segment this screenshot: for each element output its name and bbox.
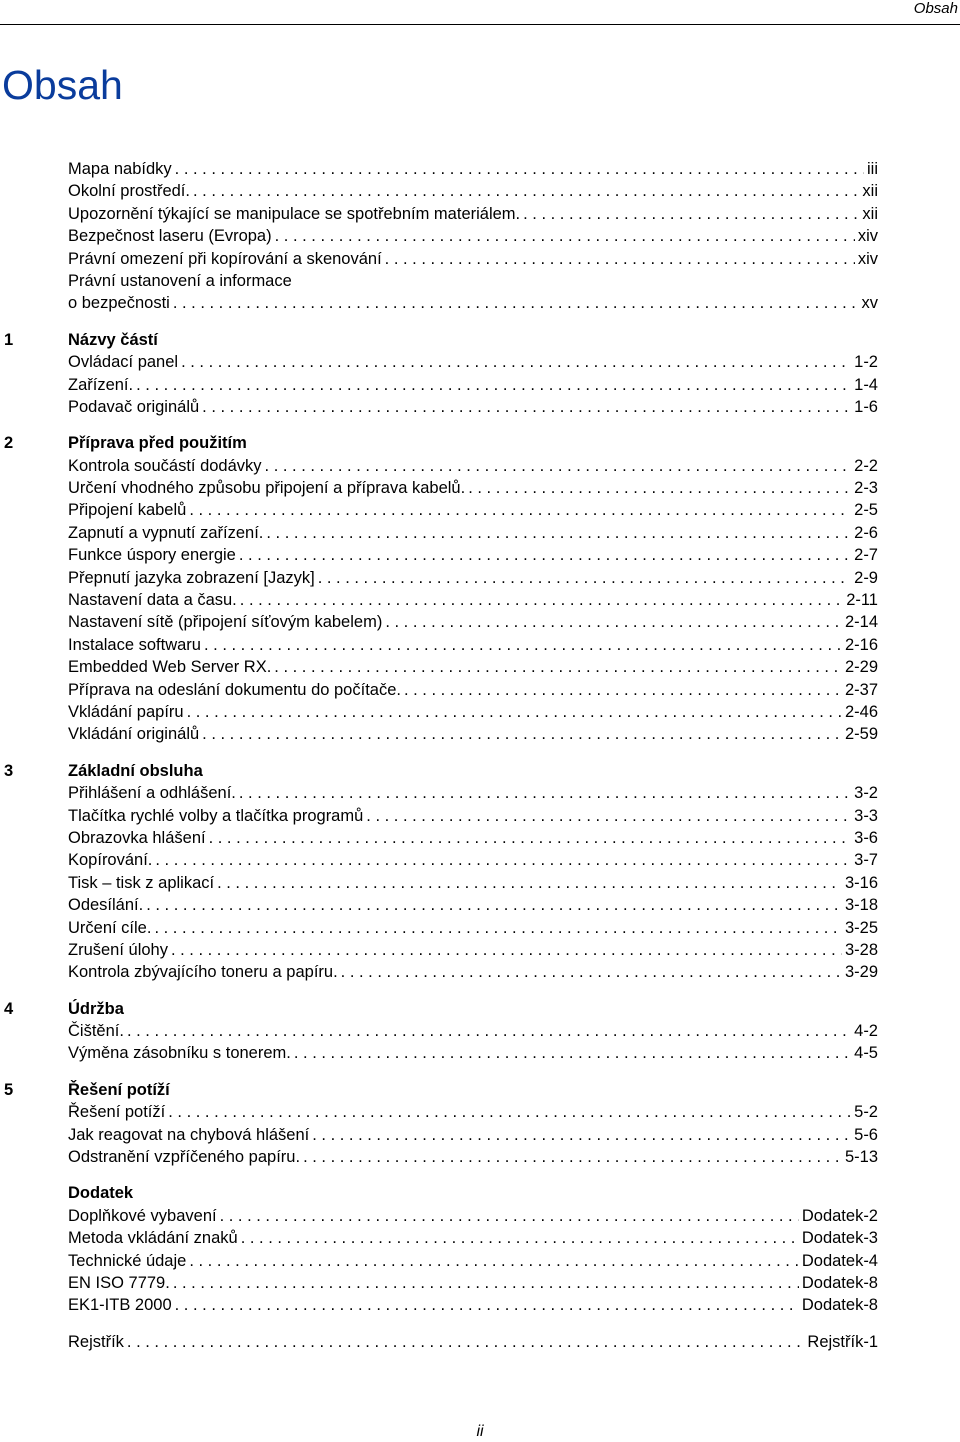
toc-entry[interactable] bbox=[0, 723, 878, 745]
toc-entry[interactable] bbox=[0, 477, 878, 499]
dot-leader bbox=[523, 203, 859, 225]
toc-entry-label: Kontrola zbývajícího toneru a papíru. bbox=[68, 963, 338, 982]
toc-entry-label: Odstranění vzpříčeného papíru. bbox=[68, 1148, 301, 1167]
spacer bbox=[0, 1317, 878, 1331]
toc-entry-page: 3-28 bbox=[844, 940, 878, 959]
toc-entry-label: Nastavení sítě (připojení síťovým kabelem) bbox=[68, 613, 383, 632]
toc-entry-page: Dodatek-3 bbox=[801, 1229, 878, 1248]
dot-leader bbox=[127, 1331, 804, 1353]
dot-leader bbox=[385, 611, 842, 633]
toc-entry[interactable] bbox=[0, 522, 878, 544]
toc-entry-label: o bezpečnosti bbox=[68, 294, 170, 313]
toc-entry[interactable] bbox=[0, 782, 878, 804]
toc-entry[interactable] bbox=[0, 805, 878, 827]
dot-leader bbox=[366, 805, 851, 827]
dot-leader bbox=[274, 656, 842, 678]
toc-entry-label: Metoda vkládání znaků bbox=[68, 1229, 238, 1248]
toc-entry-page: 3-29 bbox=[844, 963, 878, 982]
dot-leader bbox=[241, 1227, 799, 1249]
dot-leader bbox=[240, 589, 843, 611]
dot-leader bbox=[239, 544, 851, 566]
dot-leader bbox=[155, 849, 851, 871]
toc-entry[interactable] bbox=[0, 1227, 878, 1249]
toc-entry-page: 2-2 bbox=[854, 456, 878, 475]
dot-leader bbox=[468, 477, 851, 499]
chapter-number: 1 bbox=[4, 330, 14, 349]
chapter-number: 2 bbox=[4, 434, 14, 453]
toc-entry[interactable] bbox=[0, 961, 878, 983]
chapter-group bbox=[0, 760, 878, 984]
chapter-number: 5 bbox=[4, 1080, 14, 1099]
toc-entry-page: 2-14 bbox=[844, 613, 878, 632]
chapter-title-label: Řešení potíží bbox=[68, 1080, 170, 1099]
chapter-group bbox=[0, 1079, 878, 1169]
spacer bbox=[0, 315, 878, 329]
toc-entry[interactable] bbox=[0, 544, 878, 566]
chapter-title[interactable] bbox=[0, 998, 878, 1020]
dot-leader bbox=[136, 374, 851, 396]
toc-entry-page: xii bbox=[862, 204, 878, 223]
toc-entry-label: Přihlášení a odhlášení. bbox=[68, 784, 236, 803]
chapter-group bbox=[0, 998, 878, 1065]
toc-entry-label: Řešení potíží bbox=[68, 1103, 166, 1122]
toc-entry-page: 2-46 bbox=[844, 702, 878, 721]
dot-leader bbox=[189, 1250, 799, 1272]
table-of-contents bbox=[0, 158, 878, 1353]
header-rule bbox=[0, 24, 960, 25]
toc-entry-label: Právní omezení při kopírování a skenování bbox=[68, 249, 382, 268]
toc-entry-page: xii bbox=[862, 182, 878, 201]
toc-entry-label: Funkce úspory energie bbox=[68, 546, 236, 565]
dot-leader bbox=[175, 1294, 799, 1316]
toc-entry[interactable] bbox=[0, 872, 878, 894]
dot-leader bbox=[266, 522, 851, 544]
dot-leader bbox=[385, 248, 855, 270]
toc-entry-page: xiv bbox=[857, 227, 878, 246]
toc-entry-label: EN ISO 7779. bbox=[68, 1273, 170, 1292]
toc-entry-first-line[interactable] bbox=[0, 270, 878, 292]
toc-entry-page: 1-4 bbox=[854, 375, 878, 394]
spacer bbox=[0, 1168, 878, 1182]
toc-entry-index[interactable] bbox=[0, 1331, 878, 1353]
toc-entry-label: EK1-ITB 2000 bbox=[68, 1296, 172, 1315]
toc-entry-page: 5-13 bbox=[844, 1148, 878, 1167]
toc-entry-page: Dodatek-2 bbox=[801, 1206, 878, 1225]
toc-entry[interactable] bbox=[0, 1205, 878, 1227]
dot-leader bbox=[173, 292, 859, 314]
chapter-title-label: Údržba bbox=[68, 999, 124, 1018]
toc-entry[interactable] bbox=[0, 567, 878, 589]
dot-leader bbox=[294, 1042, 851, 1064]
dot-leader bbox=[220, 1205, 799, 1227]
toc-entry-page: 2-6 bbox=[854, 523, 878, 542]
toc-entry-page: Dodatek-8 bbox=[801, 1273, 878, 1292]
toc-entry[interactable] bbox=[0, 499, 878, 521]
chapter-list bbox=[0, 315, 878, 1317]
toc-entry[interactable] bbox=[0, 701, 878, 723]
toc-entry-page: Dodatek-8 bbox=[801, 1296, 878, 1315]
toc-entry-label: Embedded Web Server RX. bbox=[68, 658, 272, 677]
toc-entry[interactable] bbox=[0, 396, 878, 418]
toc-entry-page: 3-6 bbox=[854, 828, 878, 847]
toc-entry[interactable] bbox=[0, 351, 878, 373]
toc-entry-label: Zrušení úlohy bbox=[68, 940, 168, 959]
toc-entry[interactable] bbox=[0, 203, 878, 225]
chapter-title[interactable] bbox=[0, 1182, 878, 1204]
toc-entry[interactable] bbox=[0, 849, 878, 871]
toc-entry-label: Jak reagovat na chybová hlášení bbox=[68, 1125, 310, 1144]
toc-entry-label: Právní ustanovení a informace bbox=[68, 271, 292, 290]
toc-entry-page: 2-7 bbox=[854, 546, 878, 565]
toc-entry-page: 5-2 bbox=[854, 1103, 878, 1122]
toc-entry-label: Vkládání originálů bbox=[68, 725, 200, 744]
toc-entry-page: 3-18 bbox=[844, 896, 878, 915]
toc-entry-page: Rejstřík-1 bbox=[807, 1332, 878, 1351]
dot-leader bbox=[404, 679, 842, 701]
toc-entry-label: Určení cíle. bbox=[68, 918, 152, 937]
toc-entry-label: Odesílání. bbox=[68, 896, 144, 915]
dot-leader bbox=[341, 961, 842, 983]
toc-entry[interactable] bbox=[0, 158, 878, 180]
toc-entry-label: Kontrola součástí dodávky bbox=[68, 456, 262, 475]
toc-entry[interactable] bbox=[0, 248, 878, 270]
toc-entry-label: Instalace softwaru bbox=[68, 635, 201, 654]
toc-entry[interactable] bbox=[0, 611, 878, 633]
chapter-title-label: Dodatek bbox=[68, 1184, 134, 1203]
toc-entry-label: Kopírování. bbox=[68, 851, 153, 870]
chapter-title[interactable] bbox=[0, 1079, 878, 1101]
toc-entry[interactable] bbox=[0, 1101, 878, 1123]
spacer bbox=[0, 418, 878, 432]
toc-entry-page: 2-29 bbox=[844, 658, 878, 677]
toc-entry[interactable] bbox=[0, 1272, 878, 1294]
toc-entry-page: 4-5 bbox=[854, 1044, 878, 1063]
toc-entry-label: Doplňkové vybavení bbox=[68, 1206, 217, 1225]
toc-entry[interactable] bbox=[0, 225, 878, 247]
toc-entry-page: 1-6 bbox=[854, 397, 878, 416]
toc-entry-label: Podavač originálů bbox=[68, 397, 200, 416]
dot-leader bbox=[318, 567, 851, 589]
toc-entry[interactable] bbox=[0, 1124, 878, 1146]
dot-leader bbox=[146, 894, 842, 916]
dot-leader bbox=[175, 158, 864, 180]
dot-leader bbox=[187, 701, 842, 723]
dot-leader bbox=[204, 634, 842, 656]
dot-leader bbox=[202, 723, 842, 745]
toc-entry-page: 2-16 bbox=[844, 635, 878, 654]
toc-entry-label: Vkládání papíru bbox=[68, 702, 184, 721]
toc-entry-label: Rejstřík bbox=[68, 1332, 124, 1351]
toc-entry-page: 2-37 bbox=[844, 680, 878, 699]
toc-entry-label: Výměna zásobníku s tonerem. bbox=[68, 1044, 291, 1063]
front-matter-group bbox=[0, 158, 878, 315]
toc-entry-page: 4-2 bbox=[854, 1022, 878, 1041]
dot-leader bbox=[173, 1272, 799, 1294]
toc-entry-label: Technické údaje bbox=[68, 1251, 187, 1270]
toc-entry[interactable] bbox=[0, 656, 878, 678]
toc-entry-label: Zařízení. bbox=[68, 375, 134, 394]
toc-entry-label: Obrazovka hlášení bbox=[68, 828, 206, 847]
toc-entry[interactable] bbox=[0, 679, 878, 701]
toc-entry-page: 3-16 bbox=[844, 873, 878, 892]
toc-entry[interactable] bbox=[0, 180, 878, 202]
toc-entry[interactable] bbox=[0, 894, 878, 916]
toc-entry-label: Určení vhodného způsobu připojení a příprava kabelů. bbox=[68, 479, 466, 498]
dot-leader bbox=[275, 225, 855, 247]
dot-leader bbox=[189, 499, 851, 521]
dot-leader bbox=[303, 1146, 842, 1168]
chapter-group bbox=[0, 1182, 878, 1316]
toc-entry[interactable] bbox=[0, 374, 878, 396]
toc-entry-label: Připojení kabelů bbox=[68, 501, 187, 520]
toc-entry-label: Čištění. bbox=[68, 1022, 124, 1041]
toc-entry-page: 3-2 bbox=[854, 784, 878, 803]
toc-entry-page: 2-9 bbox=[854, 568, 878, 587]
toc-entry-page: Dodatek-4 bbox=[801, 1251, 878, 1270]
toc-entry-page: xiv bbox=[857, 249, 878, 268]
toc-entry-label: Příprava na odeslání dokumentu do počítače. bbox=[68, 680, 401, 699]
toc-entry[interactable] bbox=[0, 939, 878, 961]
chapter-title-label: Příprava před použitím bbox=[68, 434, 247, 453]
toc-entry[interactable] bbox=[0, 1294, 878, 1316]
toc-entry-page: 2-11 bbox=[846, 591, 878, 610]
toc-entry-page: 2-59 bbox=[844, 725, 878, 744]
dot-leader bbox=[171, 939, 842, 961]
toc-entry-page: 5-6 bbox=[854, 1125, 878, 1144]
chapter-title-label: Základní obsluha bbox=[68, 761, 203, 780]
page-title: Obsah bbox=[2, 62, 123, 108]
toc-entry-label: Přepnutí jazyka zobrazení [Jazyk] bbox=[68, 568, 315, 587]
toc-entry[interactable] bbox=[0, 589, 878, 611]
page-number: ii bbox=[476, 1423, 484, 1440]
spacer bbox=[0, 746, 878, 760]
chapter-title[interactable] bbox=[0, 760, 878, 782]
chapter-group bbox=[0, 432, 878, 745]
dot-leader bbox=[193, 180, 859, 202]
toc-entry-page: 3-25 bbox=[844, 918, 878, 937]
toc-entry-label: Okolní prostředí. bbox=[68, 182, 190, 201]
toc-entry[interactable] bbox=[0, 455, 878, 477]
dot-leader bbox=[217, 872, 842, 894]
toc-entry-label: Tisk – tisk z aplikací bbox=[68, 873, 215, 892]
toc-entry[interactable] bbox=[0, 1146, 878, 1168]
toc-entry-label: Nastavení data a času. bbox=[68, 591, 237, 610]
running-header-title: Obsah bbox=[913, 0, 958, 17]
toc-entry-label: Bezpečnost laseru (Evropa) bbox=[68, 227, 272, 246]
toc-entry-page: 2-5 bbox=[854, 501, 878, 520]
chapter-number: 4 bbox=[4, 999, 14, 1018]
toc-entry[interactable] bbox=[0, 634, 878, 656]
toc-entry-label: Zapnutí a vypnutí zařízení. bbox=[68, 523, 264, 542]
dot-leader bbox=[181, 351, 851, 373]
toc-entry[interactable] bbox=[0, 1250, 878, 1272]
spacer bbox=[0, 1065, 878, 1079]
chapter-group bbox=[0, 329, 878, 419]
toc-entry-page: xv bbox=[861, 294, 878, 313]
dot-leader bbox=[239, 782, 851, 804]
toc-entry-page: iii bbox=[867, 160, 878, 178]
dot-leader bbox=[168, 1101, 851, 1123]
chapter-number: 3 bbox=[4, 761, 14, 780]
toc-entry[interactable] bbox=[0, 1042, 878, 1064]
toc-entry-label: Mapa nabídky bbox=[68, 160, 172, 178]
chapter-title[interactable] bbox=[0, 432, 878, 454]
toc-entry[interactable] bbox=[0, 1020, 878, 1042]
chapter-title-label: Názvy částí bbox=[68, 330, 158, 349]
toc-entry-page: 3-3 bbox=[854, 806, 878, 825]
toc-entry-label: Tlačítka rychlé volby a tlačítka programů bbox=[68, 806, 364, 825]
toc-entry[interactable] bbox=[0, 917, 878, 939]
dot-leader bbox=[312, 1124, 851, 1146]
dot-leader bbox=[154, 917, 842, 939]
toc-entry[interactable] bbox=[0, 827, 878, 849]
dot-leader bbox=[209, 827, 852, 849]
toc-entry-label: Upozornění týkající se manipulace se spotřebním materiálem. bbox=[68, 204, 521, 223]
dot-leader bbox=[265, 455, 852, 477]
toc-entry[interactable] bbox=[0, 292, 878, 314]
spacer bbox=[0, 984, 878, 998]
chapter-title[interactable] bbox=[0, 329, 878, 351]
dot-leader bbox=[127, 1020, 851, 1042]
dot-leader bbox=[202, 396, 851, 418]
toc-entry-page: 2-3 bbox=[854, 479, 878, 498]
toc-entry-page: 1-2 bbox=[854, 353, 878, 372]
toc-entry-page: 3-7 bbox=[854, 851, 878, 870]
toc-entry-label: Ovládací panel bbox=[68, 353, 179, 372]
